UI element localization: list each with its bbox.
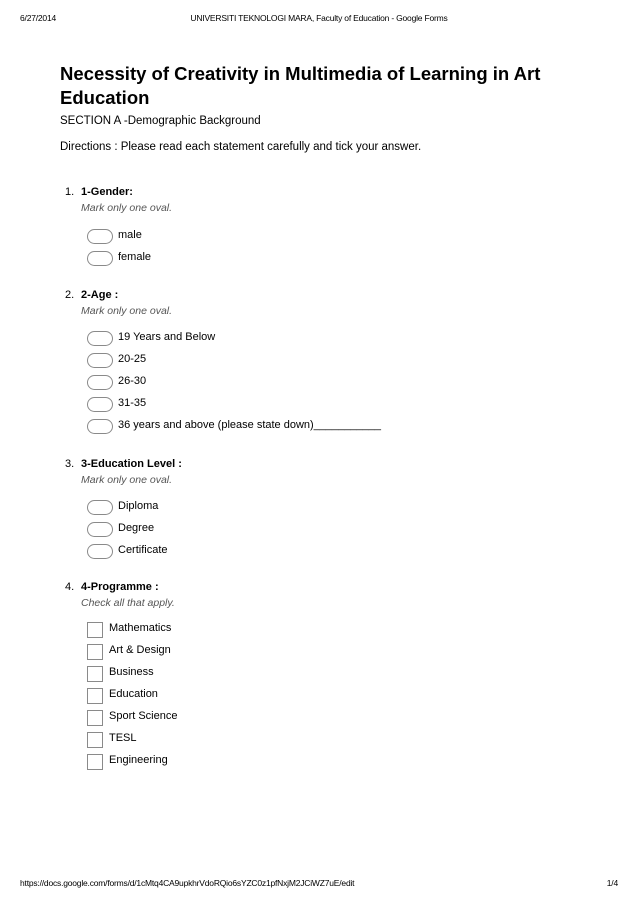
checkbox[interactable] [87,754,103,770]
checkbox[interactable] [87,688,103,704]
section-heading: SECTION A -Demographic Background [60,115,261,127]
option-label: male [118,229,142,241]
form-directions: Directions : Please read each statement carefully and tick your answer. [60,141,422,153]
question-number: 1. [65,186,75,198]
option-label: Degree [118,522,155,534]
option-label: Business [109,666,154,678]
radio-oval[interactable] [87,544,113,559]
print-page-title: UNIVERSITI TEKNOLOGI MARA, Faculty of Education - Google Forms [190,13,448,23]
question-title: 3-Education Level : [81,458,182,470]
option-label: Engineering [109,754,168,766]
checkbox[interactable] [87,644,103,660]
radio-oval[interactable] [87,375,113,390]
radio-oval[interactable] [87,522,113,537]
option-label: Diploma [118,500,159,512]
question-number: 4. [65,581,75,593]
checkbox[interactable] [87,666,103,682]
option-label: Mathematics [109,622,172,634]
checkbox[interactable] [87,732,103,748]
question-hint: Mark only one oval. [81,202,173,214]
question-hint: Mark only one oval. [81,305,173,317]
print-date: 6/27/2014 [20,13,57,23]
radio-oval[interactable] [87,397,113,412]
question-hint: Mark only one oval. [81,474,173,486]
option-label: female [118,251,152,263]
option-label: 26-30 [118,375,147,387]
question-hint: Check all that apply. [81,597,175,609]
radio-oval[interactable] [87,500,113,515]
option-label: 31-35 [118,397,147,409]
option-label: Certificate [118,544,168,556]
question-title: 4-Programme : [81,581,159,593]
option-label: Art & Design [109,644,171,656]
radio-oval[interactable] [87,419,113,434]
radio-oval[interactable] [87,353,113,368]
option-label: Education [109,688,158,700]
checkbox[interactable] [87,710,103,726]
option-label: 20-25 [118,353,147,365]
option-label: Sport Science [109,710,178,722]
question-title: 2-Age : [81,289,119,301]
form-title: Necessity of Creativity in Multimedia of Learning in Art Education [60,63,541,108]
radio-oval[interactable] [87,229,113,244]
option-label: 19 Years and Below [118,331,216,343]
print-url: https://docs.google.com/forms/d/1cMtq4CA9upkhrVdoRQio6sYZC0z1pfNxjM2JCiWZ7uE/edit [20,878,355,888]
radio-oval[interactable] [87,331,113,346]
checkbox[interactable] [87,622,103,638]
question-number: 2. [65,289,75,301]
option-label: 36 years and above (please state down)___________ [118,419,381,431]
option-label: TESL [109,732,137,744]
page-number: 1/4 [606,878,618,888]
question-number: 3. [65,458,75,470]
question-title: 1-Gender: [81,186,133,198]
radio-oval[interactable] [87,251,113,266]
